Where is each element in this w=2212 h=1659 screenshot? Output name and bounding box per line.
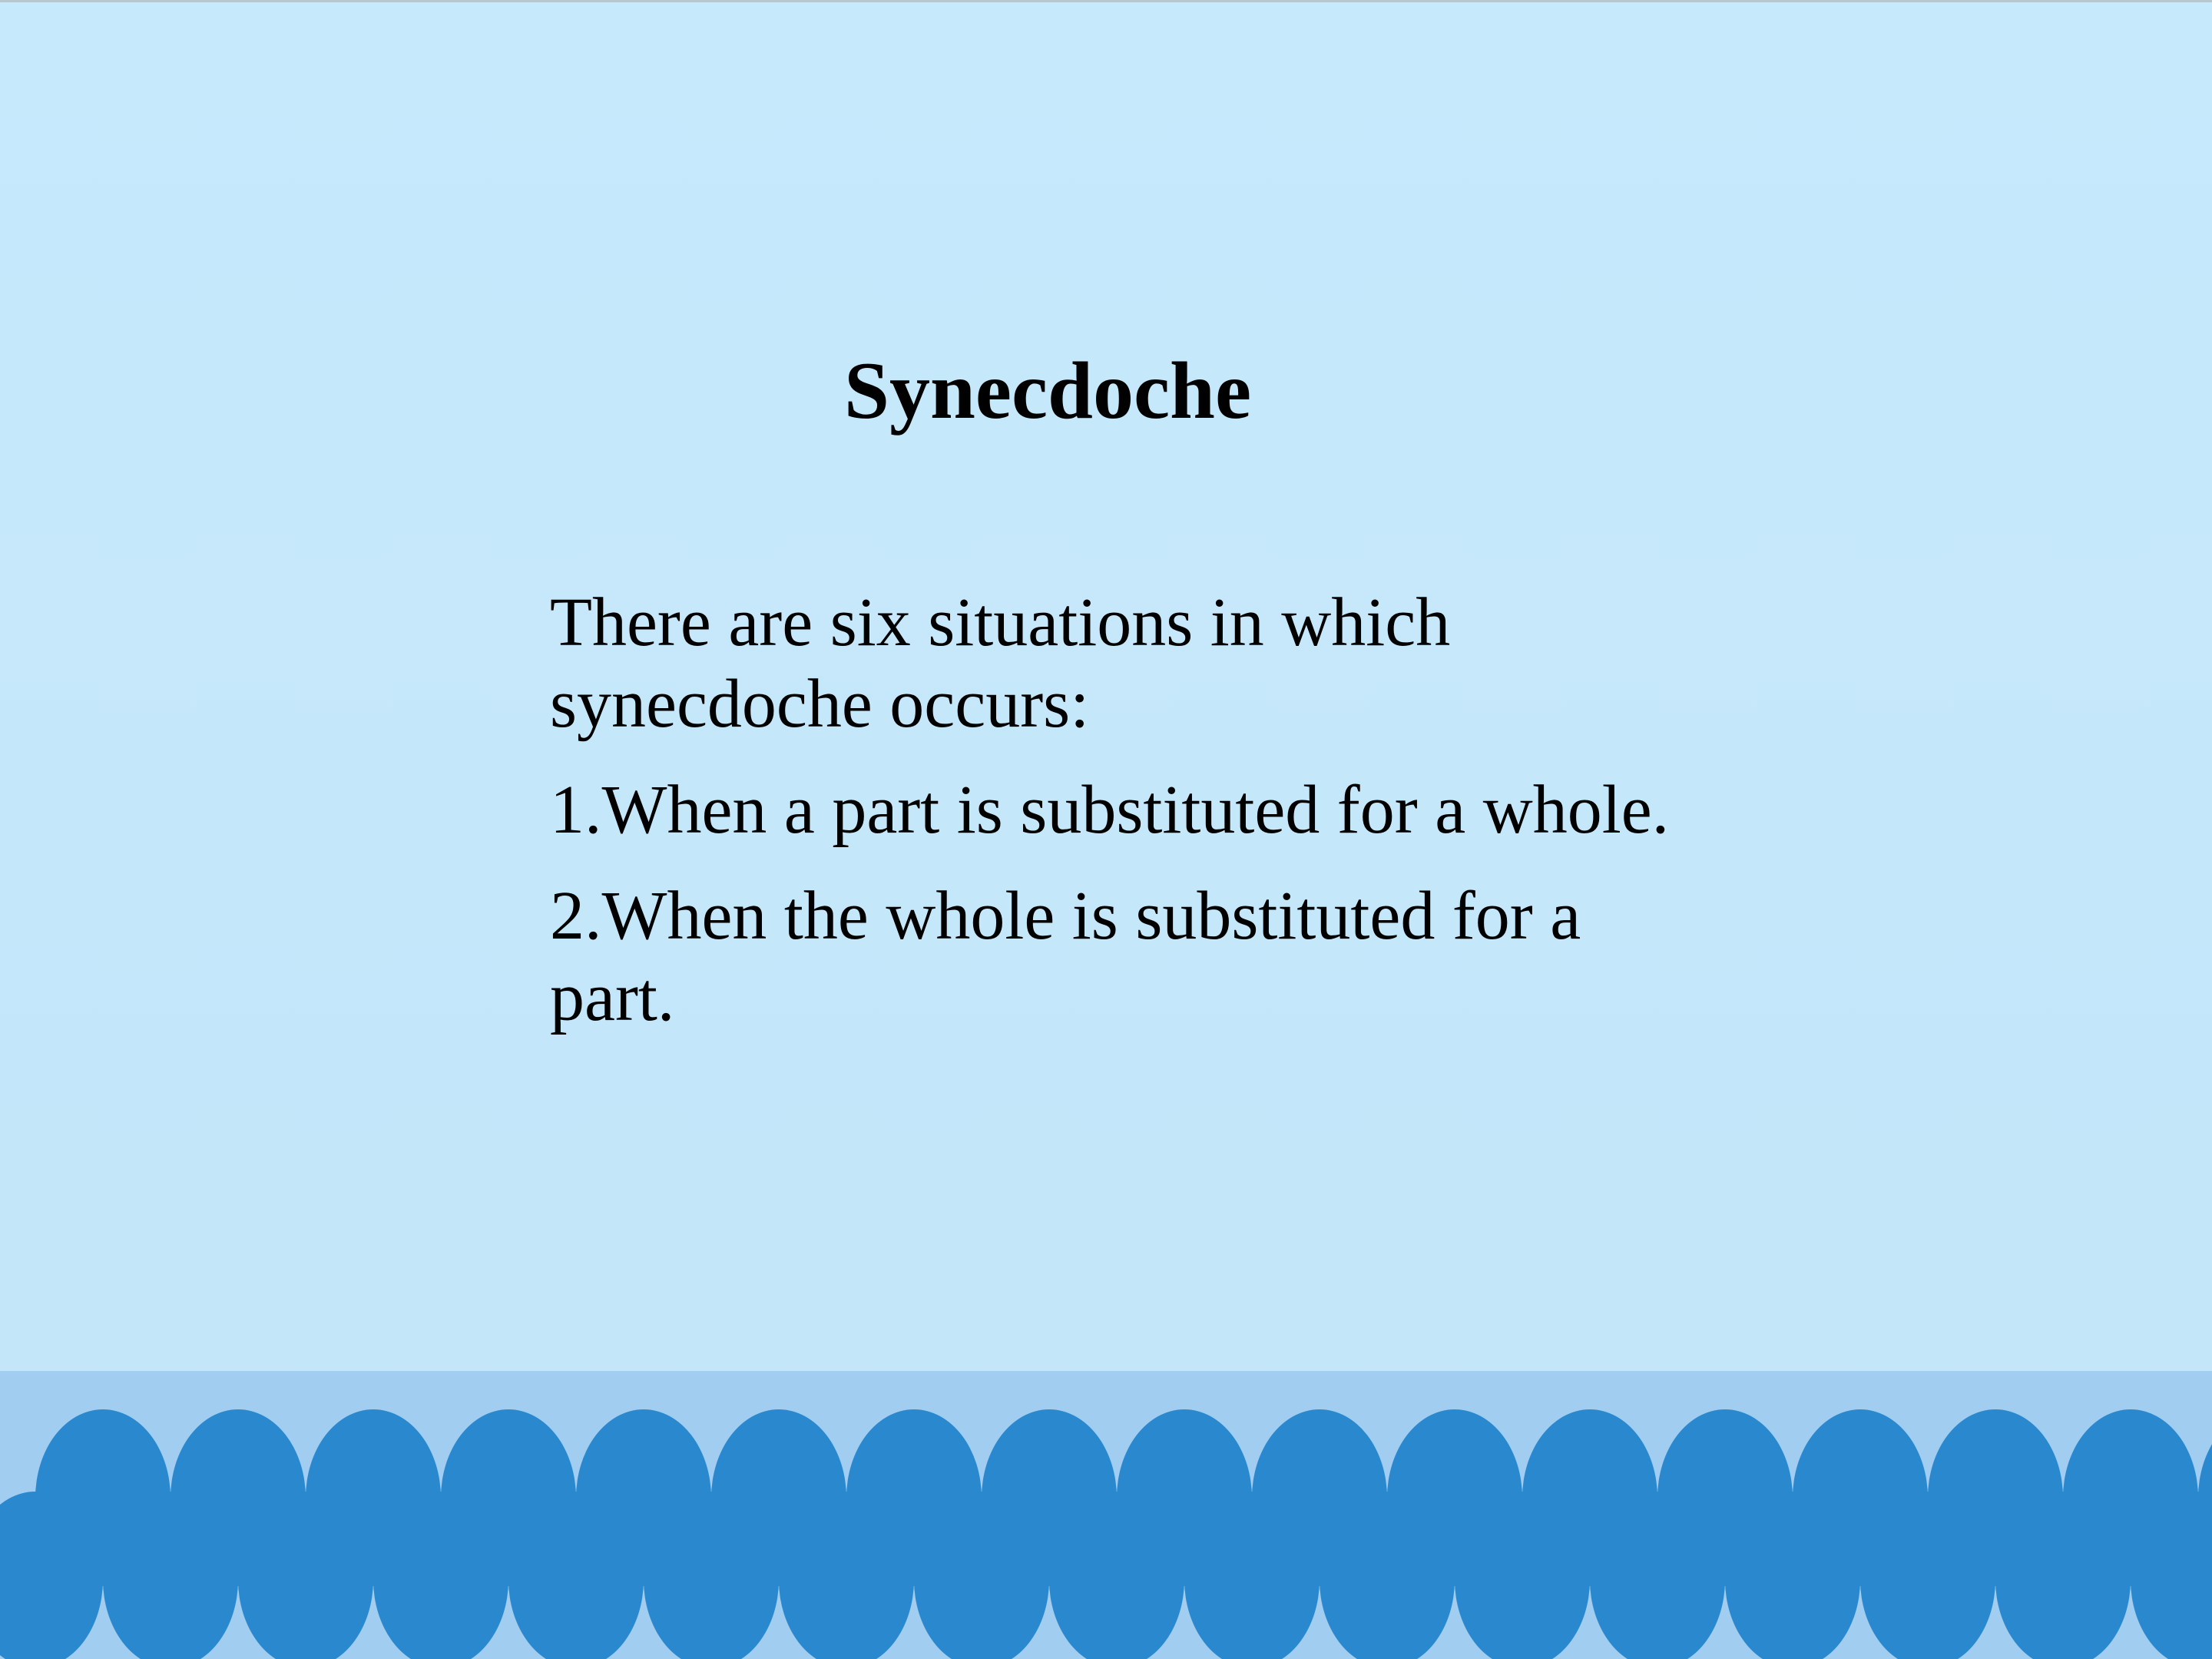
wave-decoration xyxy=(0,1371,2212,1659)
list-item: 2.When the whole is substituted for a part. xyxy=(550,878,1581,1035)
list-item: 1.When a part is substituted for a whole. xyxy=(550,772,1670,848)
slide-body xyxy=(550,582,1702,1063)
slide-title: Synecdoche xyxy=(844,346,1251,435)
scalloped-wave-footer xyxy=(0,1371,2212,1659)
intro-paragraph: There are six situations in which synecdoche occurs: xyxy=(550,584,1451,742)
slide-top-border xyxy=(0,0,2212,2)
